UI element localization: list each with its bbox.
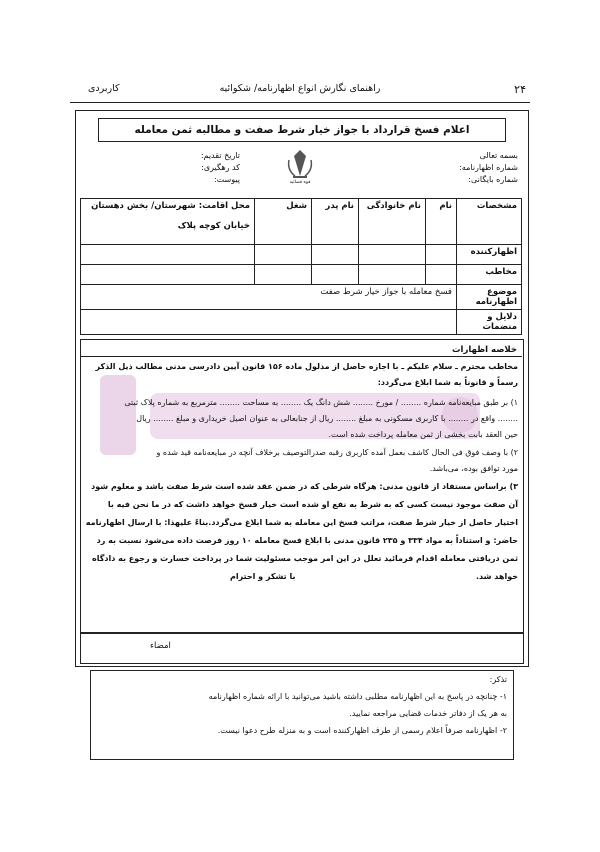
p3-line-2: آن صفت موجود نیست کسی که به شرط به نفع او شده است خیار فسخ خواهد داشت که در ما نحن فیه با bbox=[107, 500, 518, 509]
row-addressee-label: مخاطب bbox=[457, 265, 522, 285]
cell[interactable] bbox=[312, 245, 359, 265]
signature-box[interactable] bbox=[80, 632, 524, 664]
p3-line-6: خواهد شد. bbox=[475, 572, 518, 581]
note-2: ۲- اظهارنامه صرفاً اعلام رسمی از طرف اظهارکننده است و به منزله طرح دعوا نیست. bbox=[217, 726, 507, 735]
note-1-line-2: به هر یک از دفاتر خدمات قضایی مراجعه نمایید. bbox=[349, 709, 507, 718]
col-header-father: نام پدر bbox=[312, 199, 359, 245]
page-number: ۲۴ bbox=[514, 83, 526, 96]
submit-date-label: تاریخ تقدیم: bbox=[200, 151, 240, 160]
p2-line-2: مورد توافق بوده، می‌باشد. bbox=[429, 464, 518, 473]
tracking-code-label: کد رهگیری: bbox=[201, 163, 240, 172]
p3-line-1: ۳) براساس مستفاد از قانون مدنی: هرگاه شرطی که در ضمن عقد شده است شرط صفت باشد و معلوم شود bbox=[91, 482, 518, 491]
form-left-labels bbox=[160, 150, 240, 186]
p1-line-3: حین العقد بابت بخشی از ثمن معامله پرداخت شده است. bbox=[328, 430, 518, 439]
attachment-label: پیوست: bbox=[213, 175, 240, 184]
parties-table bbox=[80, 198, 522, 335]
notes-box bbox=[90, 670, 514, 760]
cell[interactable] bbox=[312, 265, 359, 285]
col-header-specs: مشخصات bbox=[457, 199, 522, 245]
col-header-residence bbox=[81, 199, 255, 245]
row-evidence-label: دلایل و منضمات bbox=[457, 310, 522, 335]
notes-heading: تذکر: bbox=[489, 675, 507, 684]
p2-line-1: ۲) با وصف فوق فی الحال کاشف بعمل آمده کاربری رقبه صدرالتوصیف برخلاف آنچه در مبایعه‌نامه قید شده و bbox=[156, 448, 518, 457]
note-1-line-1: ۱- چنانچه در پاسخ به این اظهارنامه مطلبی داشته باشید می‌توانید با ارائه شماره اظهارنامه bbox=[208, 692, 507, 701]
row-evidence-value[interactable] bbox=[81, 310, 457, 335]
row-subject-label: موضوع اظهارنامه bbox=[457, 285, 522, 310]
row-claimant-label: اظهارکننده bbox=[457, 245, 522, 265]
cell[interactable] bbox=[426, 265, 457, 285]
cell[interactable] bbox=[255, 245, 312, 265]
basmala: بسمه تعالی bbox=[479, 151, 518, 160]
p3-line-4: حاضر: و استناداً به مواد ۳۳۴ و ۲۳۵ قانون مدنی با ابلاغ فسخ معامله ۱۰ روز فرصت داده می‌شود نسبت به رد bbox=[96, 536, 518, 545]
declaration-number-label: شماره اظهارنامه: bbox=[459, 163, 518, 172]
emblem-caption: قوه قضائیه bbox=[289, 180, 311, 185]
closing-text: با تشکر و احترام bbox=[230, 572, 296, 581]
divider bbox=[80, 356, 522, 357]
col-header-first-name: نام bbox=[426, 199, 457, 245]
cell[interactable] bbox=[255, 265, 312, 285]
col-header-last-name: نام خانوادگی bbox=[359, 199, 426, 245]
residence-line-2: خیابان کوچه پلاک bbox=[177, 221, 250, 231]
p1-line-2: ........ واقع در ........ با کاربری مسکونی به مبلغ ........ ریال از جنابعالی به عنوان اصیل خریداری و مبلغ ........ ریال bbox=[136, 414, 518, 423]
category-label: کاربردی bbox=[88, 83, 120, 94]
book-title: راهنمای نگارش انواع اظهارنامه/ شکوائیه bbox=[219, 83, 381, 94]
summary-intro-1: مخاطب محترم ـ سلام علیکم ـ با اجازه حاصل از مدلول ماده ۱۵۶ قانون آیین دادرسی مدنی مطالب ذیل الذکر bbox=[95, 362, 518, 371]
cell[interactable] bbox=[81, 265, 255, 285]
signature-label: امضاء bbox=[150, 641, 171, 651]
p3-line-3: اختیار حاصل از خیار شرط صفت، مراتب فسخ این معامله به شما ابلاغ می‌گردد.بناءً علیهذا: با ارسال اظهارنامه bbox=[85, 518, 518, 527]
cell[interactable] bbox=[81, 245, 255, 265]
row-subject-value: فسخ معامله با جواز خیار شرط صفت bbox=[81, 285, 457, 310]
residence-line-1: محل اقامت: شهرستان/ بخش دهستان bbox=[91, 201, 250, 211]
cell[interactable] bbox=[359, 265, 426, 285]
col-header-job: شغل bbox=[255, 199, 312, 245]
judiciary-emblem-icon bbox=[283, 146, 317, 190]
p1-line-1: ۱) بر طبق مبایعه‌نامه شماره ........ / مورخ ........ شش دانگ یک ........ به مساحت ........ مترمربع به شماره پلاک ثبتی bbox=[124, 398, 518, 407]
p3-line-5: ثمن دریافتی معامله اقدام فرمائید تعلل در این امر موجب مسئولیت شما در پرداخت خسارت و رجوع به دادگاه bbox=[92, 554, 518, 563]
summary-heading: خلاصه اظهارات bbox=[452, 345, 517, 355]
form-title: اعلام فسخ قرارداد با جواز خیار شرط صفت و مطالبه ثمن معامله bbox=[98, 118, 506, 142]
page-header bbox=[70, 80, 530, 103]
summary-intro-2: رسماً و قانوناً به شما ابلاغ می‌گردد: bbox=[377, 378, 518, 387]
archive-number-label: شماره بایگانی: bbox=[468, 175, 518, 184]
cell[interactable] bbox=[359, 245, 426, 265]
cell[interactable] bbox=[426, 245, 457, 265]
form-right-labels bbox=[459, 150, 518, 186]
